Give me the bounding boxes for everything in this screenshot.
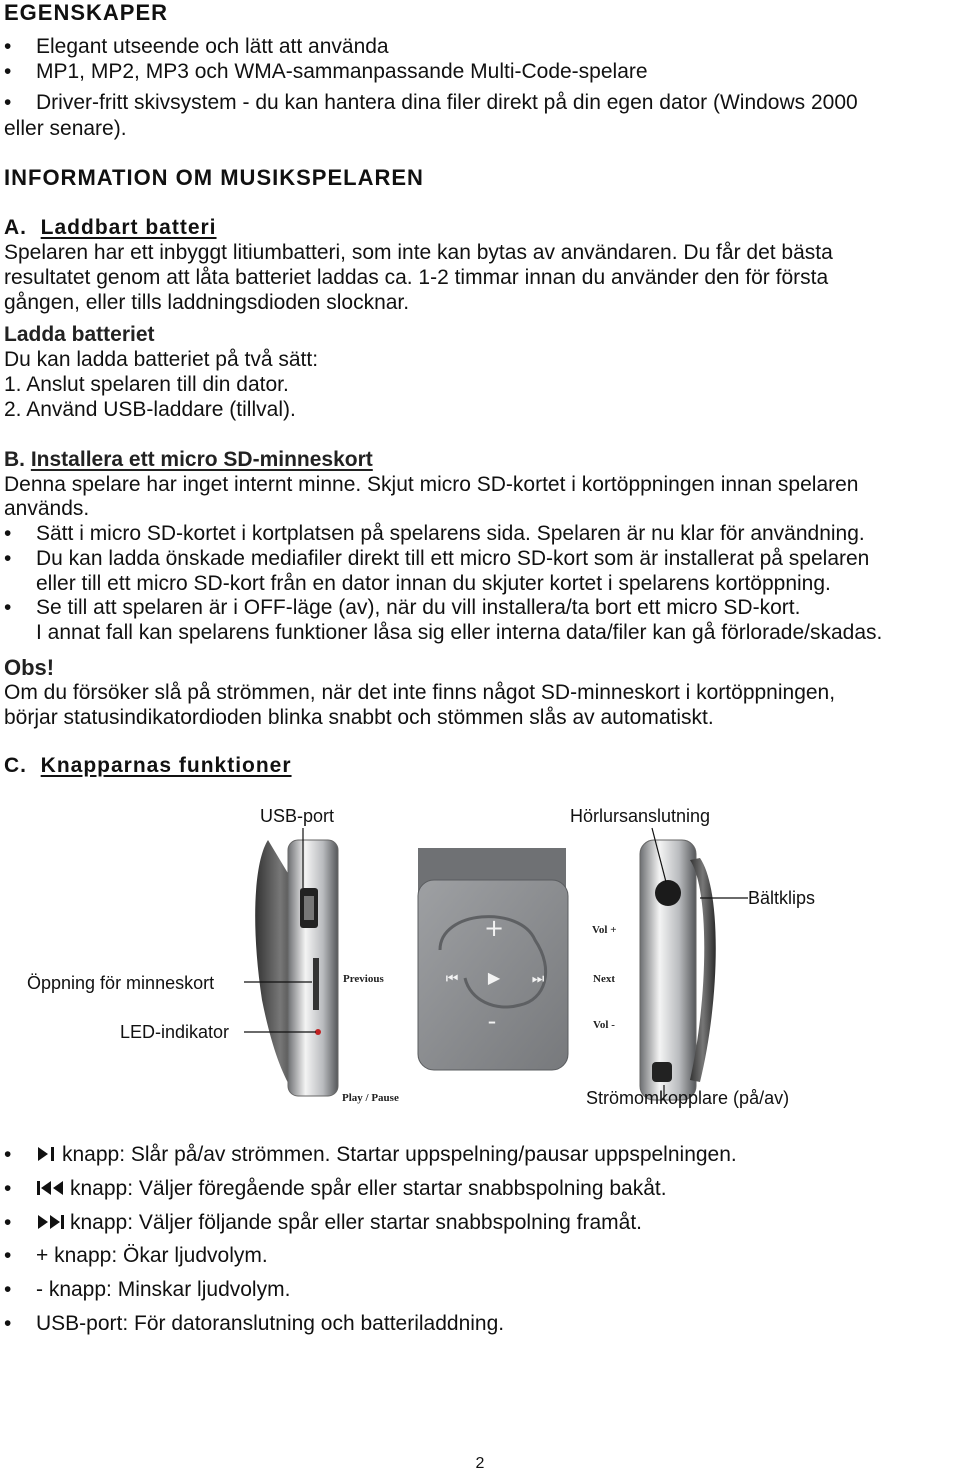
label-play-pause: Play / Pause xyxy=(342,1092,399,1104)
bullet: • xyxy=(4,522,12,545)
section-a-heading xyxy=(4,215,217,240)
previous-icon xyxy=(36,1179,66,1197)
section-b-heading xyxy=(4,447,373,472)
paragraph-line: Om du försöker slå på strömmen, när det inte finns något SD-minneskort i kortöppningen, xyxy=(4,681,836,704)
list-item: 1. Anslut spelaren till din dator. xyxy=(4,373,289,396)
section-c-title: Knapparnas funktioner xyxy=(40,754,292,777)
bullet: • xyxy=(4,547,12,570)
obs-title: Obs! xyxy=(4,655,55,680)
section-b-letter: B. xyxy=(4,448,25,471)
heading-info: INFORMATION OM MUSIKSPELAREN xyxy=(4,165,424,190)
feature-item: Driver-fritt skivsystem - du kan hantera dina filer direkt på din egen dator (Windows 2000 xyxy=(36,91,858,114)
svg-text:+: + xyxy=(483,914,505,942)
paragraph-line: används. xyxy=(4,497,90,520)
left-side-view xyxy=(255,840,338,1096)
heading-features: EGENSKAPER xyxy=(4,0,169,25)
paragraph-line: gången, eller tills laddningsdioden slocknar. xyxy=(4,291,410,314)
label-headphone: Hörlursanslutning xyxy=(570,806,711,826)
right-side-view xyxy=(640,840,716,1100)
section-b-title: Installera ett micro SD-minneskort xyxy=(30,448,373,471)
page-number: 2 xyxy=(475,1455,485,1472)
paragraph-line: börjar statusindikatordioden blinka snabbt och stömmen slås av automatiskt. xyxy=(4,706,714,729)
function-item: USB-port: För datoranslutning och batteriladdning. xyxy=(36,1312,505,1335)
play-pause-icon xyxy=(36,1145,58,1163)
paragraph-line: Denna spelare har inget internt minne. Skjut micro SD-kortet i kortöppningen innan spelaren xyxy=(4,473,859,496)
label-usb-port: USB-port xyxy=(260,806,335,826)
feature-item: Elegant utseende och lätt att använda xyxy=(36,35,389,58)
svg-text:▶: ▶ xyxy=(487,968,501,987)
bullet: • xyxy=(4,1211,12,1234)
list-item: 2. Använd USB-laddare (tillval). xyxy=(4,398,296,421)
paragraph-line: Du kan ladda batteriet på två sätt: xyxy=(4,348,319,371)
section-a-title: Laddbart batteri xyxy=(40,216,217,239)
feature-item: MP1, MP2, MP3 och WMA-sammanpassande Multi-Code-spelare xyxy=(36,60,648,83)
function-text: knapp: Väljer följande spår eller startar snabbspolning framåt. xyxy=(70,1211,642,1234)
bullet: • xyxy=(4,596,12,619)
list-item: Sätt i micro SD-kortet i kortplatsen på spelarens sida. Spelaren är nu klar för användning. xyxy=(36,522,865,545)
list-item-cont: I annat fall kan spelarens funktioner låsa sig eller interna data/filer kan gå förlorade/skadas. xyxy=(36,621,883,644)
label-power-switch: Strömomkopplare (på/av) xyxy=(586,1088,790,1108)
function-text: knapp: Slår på/av strömmen. Startar uppspelning/pausar uppspelningen. xyxy=(62,1143,737,1166)
front-view xyxy=(418,848,568,1070)
function-item xyxy=(36,1142,737,1167)
list-item: Du kan ladda önskade mediafiler direkt till ett micro SD-kort som är installerat på spelaren xyxy=(36,547,870,570)
label-vol-minus: Vol - xyxy=(593,1019,615,1031)
bullet: • xyxy=(4,35,12,58)
label-card-slot: Öppning för minneskort xyxy=(27,973,215,993)
bullet: • xyxy=(4,60,12,83)
paragraph-line: resultatet genom att låta batteriet laddas ca. 1-2 timmar innan du använder den för första xyxy=(4,266,829,289)
bullet: • xyxy=(4,1177,12,1200)
device-illustration xyxy=(0,800,960,1120)
label-next: Next xyxy=(593,973,615,985)
label-vol-plus: Vol + xyxy=(592,924,617,936)
section-c-letter: C. xyxy=(4,754,27,777)
paragraph-line: Spelaren har ett inbyggt litiumbatteri, som inte kan bytas av användaren. Du får det bästa xyxy=(4,241,833,264)
list-item-cont: eller till ett micro SD-kort från en dator innan du skjuter kortet i spelarens kortöppning. xyxy=(36,572,831,595)
bullet: • xyxy=(4,91,12,114)
bullet: • xyxy=(4,1312,12,1335)
feature-item-cont: eller senare). xyxy=(4,117,127,140)
function-item: - knapp: Minskar ljudvolym. xyxy=(36,1278,291,1301)
svg-text:-: - xyxy=(487,1007,497,1035)
section-a-letter: A. xyxy=(4,216,27,239)
function-item: + knapp: Ökar ljudvolym. xyxy=(36,1244,268,1267)
label-led: LED-indikator xyxy=(120,1022,230,1042)
function-text: knapp: Väljer föregående spår eller startar snabbspolning bakåt. xyxy=(70,1177,667,1200)
subheading-charge: Ladda batteriet xyxy=(4,323,155,346)
next-icon xyxy=(36,1213,66,1231)
bullet: • xyxy=(4,1278,12,1301)
svg-text:⏭: ⏭ xyxy=(531,971,545,987)
label-beltclip: Bältklips xyxy=(748,888,816,908)
bullet: • xyxy=(4,1244,12,1267)
function-item xyxy=(36,1176,667,1201)
bullet: • xyxy=(4,1143,12,1166)
function-item xyxy=(36,1210,642,1235)
section-c-heading xyxy=(4,753,292,778)
label-previous: Previous xyxy=(343,973,384,985)
svg-text:⏮: ⏮ xyxy=(445,971,459,987)
list-item: Se till att spelaren är i OFF-läge (av), när du vill installera/ta bort ett micro SD-kort. xyxy=(36,596,801,619)
